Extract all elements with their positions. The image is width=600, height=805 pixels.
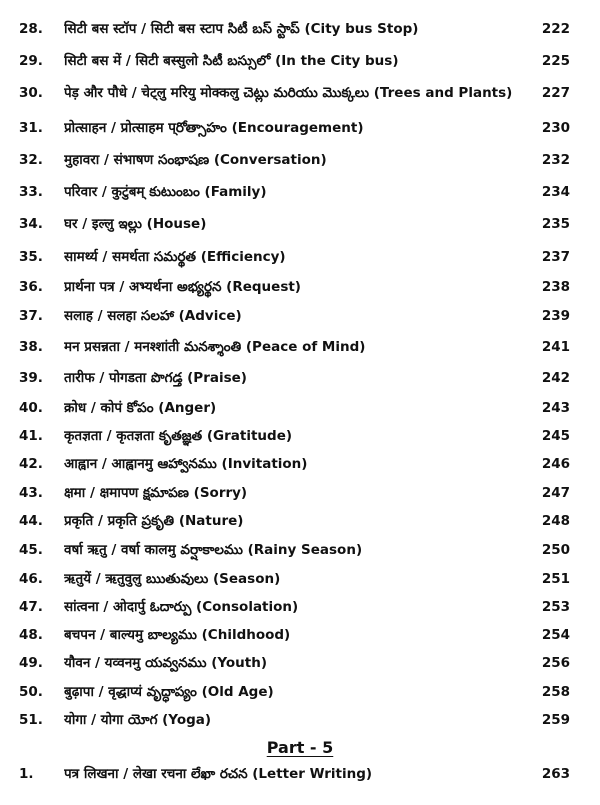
entry-title: प्रोत्साहन / प्रोत्साहम प्రోత్సాహం (Encouragement): [64, 119, 364, 136]
entry-title: तारीफ / पोगडता పొగడ్త (Praise): [64, 369, 247, 386]
entry-title: बुढ़ापा / वृद्धाप्यं వృద్ధాప్యం (Old Age): [64, 683, 274, 700]
entry-number: 49.: [19, 655, 43, 671]
entry-page: 241: [541, 339, 570, 355]
entry-page: 222: [541, 21, 570, 37]
entry-number: 30.: [19, 85, 43, 101]
toc-row: [0, 81, 600, 105]
entry-title: मुहावरा / संभाषण సంభాషణ (Conversation): [64, 151, 327, 168]
entry-number: 29.: [19, 53, 43, 69]
toc-row: [0, 595, 600, 619]
entry-number: 37.: [19, 308, 43, 324]
entry-page: 245: [541, 428, 570, 444]
entry-page: 251: [541, 571, 570, 587]
entry-page: 256: [541, 655, 570, 671]
toc-row: [0, 509, 600, 533]
entry-page: 242: [541, 370, 570, 386]
entry-page: 234: [541, 184, 570, 200]
entry-title: सिटी बस स्टॉप / सिटी बस स्टाप సిటీ బస్ స్టాప్ (City bus Stop): [64, 20, 419, 37]
entry-page: 247: [541, 485, 570, 501]
entry-page: 254: [541, 627, 570, 643]
entry-page: 248: [541, 513, 570, 529]
toc-row: [0, 396, 600, 420]
toc-row: [0, 424, 600, 448]
entry-number: 33.: [19, 184, 43, 200]
entry-number: 34.: [19, 216, 43, 232]
toc-row: [0, 49, 600, 73]
entry-page: 230: [541, 120, 570, 136]
entry-title: परिवार / कुटुंबम् కుటుంబం (Family): [64, 183, 267, 200]
entry-number: 51.: [19, 712, 43, 728]
entry-number: 48.: [19, 627, 43, 643]
entry-number: 47.: [19, 599, 43, 615]
entry-number: 36.: [19, 279, 43, 295]
entry-page: 237: [541, 249, 570, 265]
entry-number: 39.: [19, 370, 43, 386]
toc-row: [0, 304, 600, 328]
entry-title: सांत्वना / ओदार्पु ఓదార్పు (Consolation): [64, 598, 299, 615]
entry-title: कृतज्ञता / कृतज्ञता కృతజ్ఞత (Gratitude): [64, 427, 293, 444]
entry-page: 263: [541, 766, 570, 782]
entry-number: 50.: [19, 684, 43, 700]
entry-page: 243: [541, 400, 570, 416]
entry-title: वर्षा ऋतु / वर्षा कालमु వర్షాకాలము (Rainy Season): [64, 541, 363, 558]
part-heading-text: Part - 5: [266, 738, 334, 757]
entry-number: 43.: [19, 485, 43, 501]
entry-page: 232: [541, 152, 570, 168]
entry-title: आह्वान / आह्वानमु ఆహ్వానము (Invitation): [64, 455, 308, 472]
entry-page: 235: [541, 216, 570, 232]
entry-page: 250: [541, 542, 570, 558]
entry-number: 42.: [19, 456, 43, 472]
entry-page: 239: [541, 308, 570, 324]
entry-page: 225: [541, 53, 570, 69]
toc-row: [0, 275, 600, 299]
toc-row: [0, 762, 600, 786]
entry-title: सिटी बस में / सिटी बस्सुलो సిటీ బస్సులో (In the City bus): [64, 52, 399, 69]
entry-number: 32.: [19, 152, 43, 168]
entry-title: पेड़ और पौधे / चेट्लु मरियु मोक्कलु చెట్లు మరియు మొక్కలు (Trees and Plants): [64, 84, 513, 101]
entry-page: 253: [541, 599, 570, 615]
toc-row: [0, 680, 600, 704]
toc-row: [0, 366, 600, 390]
toc-row: [0, 623, 600, 647]
entry-page: 246: [541, 456, 570, 472]
entry-title: पत्र लिखना / लेखा रचना లేఖా రచన (Letter Writing): [64, 765, 373, 782]
entry-number: 44.: [19, 513, 43, 529]
entry-number: 41.: [19, 428, 43, 444]
entry-number: 1.: [19, 766, 34, 782]
toc-row: [0, 567, 600, 591]
toc-row: [0, 245, 600, 269]
toc-row: [0, 651, 600, 675]
entry-title: यौवन / यव्वनमु యవ్వనము (Youth): [64, 654, 268, 671]
entry-title: क्रोध / कोपं కోపం (Anger): [64, 399, 217, 416]
entry-number: 28.: [19, 21, 43, 37]
entry-number: 38.: [19, 339, 43, 355]
entry-number: 46.: [19, 571, 43, 587]
entry-title: ऋतुयें / ऋतुवुलु ఋతువులు (Season): [64, 570, 281, 587]
entry-title: क्षमा / क्षमापण క్షమాపణ (Sorry): [64, 484, 248, 501]
toc-row: [0, 17, 600, 41]
entry-title: घर / इल्लु ఇల్లు (House): [64, 215, 207, 232]
entry-page: 258: [541, 684, 570, 700]
toc-row: [0, 538, 600, 562]
toc-row: [0, 708, 600, 732]
toc-row: [0, 335, 600, 359]
entry-number: 35.: [19, 249, 43, 265]
entry-page: 227: [541, 85, 570, 101]
toc-row: [0, 212, 600, 236]
entry-page: 238: [541, 279, 570, 295]
entry-title: सलाह / सलहा సలహా (Advice): [64, 307, 242, 324]
entry-title: सामर्थ्य / समर्थता సమర్థత (Efficiency): [64, 248, 286, 265]
entry-number: 40.: [19, 400, 43, 416]
entry-title: बचपन / बाल्यमु బాల్యము (Childhood): [64, 626, 291, 643]
part-heading: [0, 738, 600, 757]
toc-row: [0, 481, 600, 505]
entry-title: प्रार्थना पत्र / अभ्यर्थना అభ్యర్థన (Request): [64, 278, 301, 295]
entry-number: 45.: [19, 542, 43, 558]
entry-title: योगा / योगा యోగ (Yoga): [64, 711, 212, 728]
entry-page: 259: [541, 712, 570, 728]
entry-title: प्रकृति / प्रकृति ప్రకృతి (Nature): [64, 512, 244, 529]
toc-row: [0, 148, 600, 172]
toc-row: [0, 452, 600, 476]
entry-title: मन प्रसन्नता / मनश्शांती మనశ్శాంతి (Peace of Mind): [64, 338, 366, 355]
entry-number: 31.: [19, 120, 43, 136]
toc-row: [0, 116, 600, 140]
toc-row: [0, 180, 600, 204]
